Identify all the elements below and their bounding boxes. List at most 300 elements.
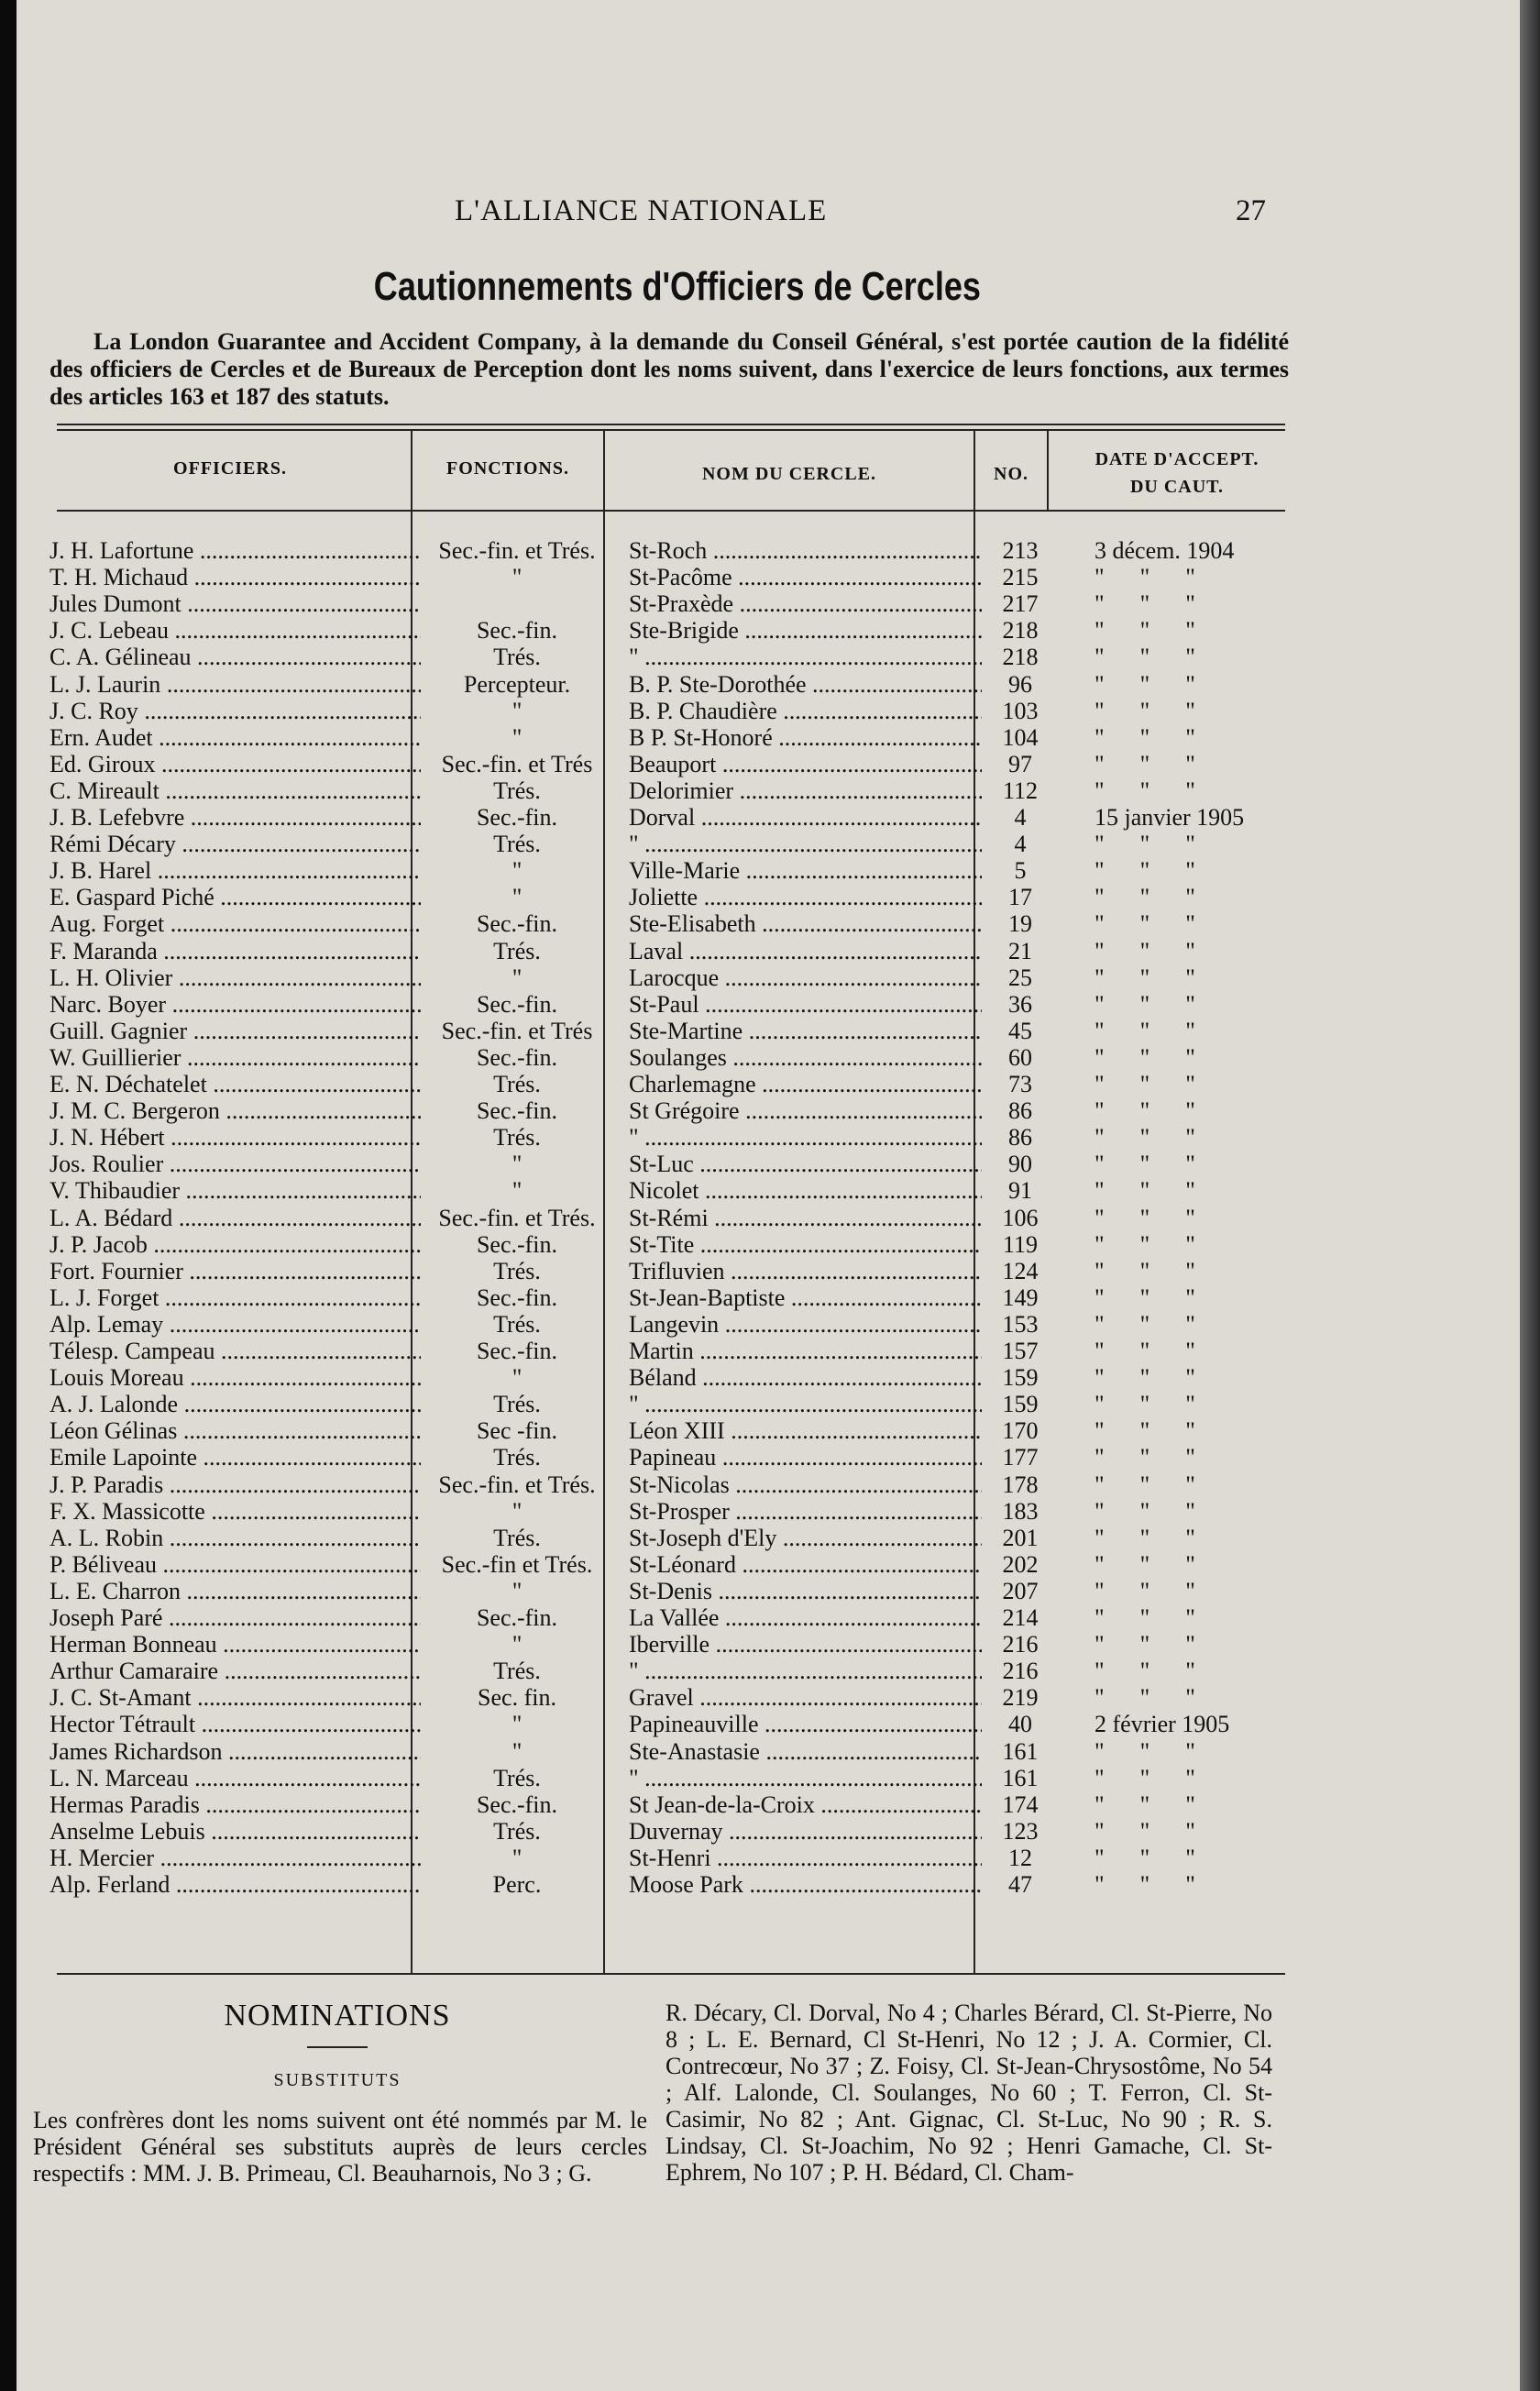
officer-cell: J. H. Lafortune ..... <box>50 537 421 564</box>
officer-cell: E. N. Déchatelet ..... <box>50 1071 421 1097</box>
function-cell: Sec.-fin. <box>476 1097 558 1125</box>
circle-number-cell: 178 <box>1002 1471 1039 1498</box>
officer-cell: Narc. Boyer ..... <box>50 991 421 1018</box>
circle-name-cell: Beauport ..... <box>629 751 982 777</box>
acceptance-date-cell: " " " <box>1094 1631 1195 1658</box>
circle-name-cell: Dorval ..... <box>629 804 982 831</box>
circle-number-cell: 103 <box>1002 697 1039 724</box>
function-cell: Percepteur. <box>463 670 571 698</box>
acceptance-date-cell: " " " <box>1094 990 1195 1018</box>
acceptance-date-cell: " " " <box>1094 1284 1195 1311</box>
table-row <box>16 1097 1300 1124</box>
circle-number-cell: 119 <box>1002 1230 1039 1258</box>
acceptance-date-cell: " " " <box>1094 777 1195 804</box>
function-cell: " <box>512 723 522 751</box>
circle-number-cell: 91 <box>1008 1177 1032 1205</box>
acceptance-date-cell: " " " <box>1094 617 1195 645</box>
acceptance-date-cell: " " " <box>1094 1338 1195 1364</box>
officer-cell: P. Béliveau ..... <box>50 1551 421 1578</box>
officer-cell: Arthur Camaraire ..... <box>50 1658 421 1684</box>
acceptance-date-cell: " " " <box>1094 1230 1195 1258</box>
circle-name-cell: Papineau ..... <box>629 1444 982 1471</box>
function-cell: Trés. <box>493 1524 541 1551</box>
circle-number-cell: 157 <box>1002 1338 1039 1364</box>
function-cell: Sec.-fin. <box>476 1790 558 1818</box>
officer-cell: Jos. Roulier ..... <box>50 1151 421 1177</box>
table-row <box>16 1791 1300 1818</box>
table-row <box>16 1284 1300 1311</box>
circle-number-cell: 207 <box>1002 1577 1039 1604</box>
officer-cell: L. J. Laurin ..... <box>50 671 421 698</box>
acceptance-date-cell: " " " <box>1094 723 1195 751</box>
officer-cell: L. E. Charron ..... <box>50 1578 421 1604</box>
table-row <box>16 564 1300 590</box>
officer-cell: W. Guillierier ..... <box>50 1044 421 1071</box>
header-fonctions: FONCTIONS. <box>446 458 569 479</box>
officer-cell: Anselme Lebuis ..... <box>50 1818 421 1845</box>
circle-number-cell: 170 <box>1002 1417 1039 1445</box>
circle-name-cell: St-Nicolas ..... <box>629 1471 982 1498</box>
table-row <box>16 1498 1300 1525</box>
table-row <box>16 1658 1300 1684</box>
circle-name-cell: Ville-Marie ..... <box>629 857 982 884</box>
table-row <box>16 1525 1300 1551</box>
acceptance-date-cell: " " " <box>1094 1577 1195 1604</box>
circle-number-cell: 112 <box>1002 777 1039 804</box>
table-top-rule <box>57 424 1285 425</box>
officer-cell: J. B. Harel ..... <box>50 857 421 884</box>
circle-name-cell: " ..... <box>629 644 982 670</box>
table-row <box>16 617 1300 644</box>
officer-cell: Louis Moreau ..... <box>50 1364 421 1391</box>
acceptance-date-cell: " " " <box>1094 697 1195 724</box>
section-dash <box>307 2046 368 2048</box>
circle-name-cell: Soulanges ..... <box>629 1044 982 1071</box>
acceptance-date-cell: " " " <box>1094 1471 1195 1498</box>
circle-name-cell: Ste-Elisabeth ..... <box>629 910 982 937</box>
officer-cell: James Richardson ..... <box>50 1738 421 1765</box>
function-cell: Sec.-fin. <box>476 1604 558 1631</box>
circle-number-cell: 153 <box>1002 1310 1039 1338</box>
nominations-title: NOMINATIONS <box>224 1999 451 2033</box>
function-cell: Sec.-fin. <box>476 617 558 645</box>
table-row <box>16 1471 1300 1498</box>
circle-name-cell: Ste-Martine ..... <box>629 1018 982 1044</box>
table-row <box>16 1231 1300 1258</box>
acceptance-date-cell: " " " <box>1094 1444 1195 1471</box>
circle-name-cell: " ..... <box>629 1124 982 1151</box>
table-row <box>16 964 1300 991</box>
circle-name-cell: Charlemagne ..... <box>629 1071 982 1097</box>
circle-number-cell: 97 <box>1008 750 1032 777</box>
function-cell: Sec.-fin. et Trés <box>441 1017 593 1044</box>
acceptance-date-cell: " " " <box>1094 1550 1195 1578</box>
acceptance-date-cell: 2 février 1905 <box>1094 1711 1230 1738</box>
function-cell: Sec.-fin et Trés. <box>441 1550 593 1578</box>
officer-cell: T. H. Michaud ..... <box>50 564 421 590</box>
acceptance-date-cell: " " " <box>1094 1257 1195 1284</box>
officer-cell: J. P. Paradis ..... <box>50 1471 421 1498</box>
acceptance-date-cell: " " " <box>1094 1391 1195 1418</box>
officer-cell: Alp. Lemay ..... <box>50 1311 421 1338</box>
officer-cell: Joseph Paré ..... <box>50 1604 421 1631</box>
function-cell: Sec.-fin. <box>476 1043 558 1071</box>
circle-number-cell: 73 <box>1008 1071 1032 1097</box>
officer-cell: Hector Tétrault ..... <box>50 1711 421 1737</box>
officer-cell: Télesp. Campeau ..... <box>50 1338 421 1364</box>
officer-cell: C. Mireault ..... <box>50 777 421 804</box>
circle-number-cell: 45 <box>1008 1017 1032 1044</box>
table-row <box>16 1711 1300 1737</box>
acceptance-date-cell: " " " <box>1094 1364 1195 1392</box>
table-row <box>16 1765 1300 1791</box>
table-row <box>16 751 1300 777</box>
circle-number-cell: 183 <box>1002 1497 1039 1525</box>
acceptance-date-cell: " " " <box>1094 1764 1195 1791</box>
function-cell: Trés. <box>493 1310 541 1338</box>
function-cell: Sec.-fin. <box>476 1338 558 1364</box>
table-row <box>16 857 1300 884</box>
circle-number-cell: 25 <box>1008 964 1032 991</box>
circle-number-cell: 124 <box>1002 1257 1039 1284</box>
function-cell: Trés. <box>493 1817 541 1845</box>
function-cell: Trés. <box>493 1124 541 1151</box>
circle-name-cell: St Grégoire ..... <box>629 1097 982 1124</box>
circle-number-cell: 161 <box>1002 1764 1039 1791</box>
function-cell: " <box>512 884 522 911</box>
acceptance-date-cell: 3 décem. 1904 <box>1094 537 1235 564</box>
acceptance-date-cell: " " " <box>1094 1817 1195 1845</box>
table-row <box>16 910 1300 937</box>
circle-name-cell: La Vallée ..... <box>629 1604 982 1631</box>
table-row <box>16 884 1300 910</box>
circle-name-cell: St-Denis ..... <box>629 1578 982 1604</box>
circle-name-cell: St-Prosper ..... <box>629 1498 982 1525</box>
circle-name-cell: St-Paul ..... <box>629 991 982 1018</box>
acceptance-date-cell: " " " <box>1094 1124 1195 1151</box>
officer-cell: Hermas Paradis ..... <box>50 1791 421 1818</box>
function-cell: Sec. fin. <box>478 1684 556 1712</box>
function-cell: " <box>512 1737 522 1765</box>
circle-name-cell: Ste-Anastasie ..... <box>629 1738 982 1765</box>
circle-name-cell: St-Rémi ..... <box>629 1205 982 1231</box>
function-cell: " <box>512 1577 522 1604</box>
page-title: Cautionnements d'Officiers de Cercles <box>373 264 981 309</box>
officer-cell: Fort. Fournier ..... <box>50 1258 421 1284</box>
acceptance-date-cell: " " " <box>1094 964 1195 991</box>
function-cell: Sec -fin. <box>476 1417 558 1445</box>
table-row <box>16 1444 1300 1471</box>
acceptance-date-cell: " " " <box>1094 1310 1195 1338</box>
officer-cell: F. X. Massicotte ..... <box>50 1498 421 1525</box>
circle-name-cell: Laval ..... <box>629 938 982 964</box>
nominations-subtitle: SUBSTITUTS <box>273 2070 402 2090</box>
circle-number-cell: 12 <box>1008 1844 1032 1871</box>
circle-number-cell: 159 <box>1002 1364 1039 1392</box>
acceptance-date-cell: " " " <box>1094 857 1195 885</box>
function-cell: Sec.-fin. <box>476 910 558 938</box>
function-cell: Trés. <box>493 1071 541 1097</box>
officer-cell: F. Maranda ..... <box>50 938 421 964</box>
circle-number-cell: 4 <box>1014 831 1027 858</box>
function-cell: " <box>512 1631 522 1658</box>
function-cell: Sec.-fin. <box>476 1230 558 1258</box>
table-row <box>16 1364 1300 1391</box>
circle-name-cell: " ..... <box>629 1765 982 1791</box>
circle-number-cell: 219 <box>1002 1684 1039 1712</box>
function-cell: " <box>512 857 522 885</box>
circle-number-cell: 218 <box>1002 617 1039 645</box>
running-title: L'ALLIANCE NATIONALE <box>455 194 828 227</box>
table-row <box>16 804 1300 831</box>
function-cell: Sec.-fin. et Trés. <box>438 1471 596 1498</box>
acceptance-date-cell: " " " <box>1094 1071 1195 1097</box>
table-row <box>16 777 1300 804</box>
table-row <box>16 1845 1300 1871</box>
circle-name-cell: St-Léonard ..... <box>629 1551 982 1578</box>
circle-number-cell: 161 <box>1002 1737 1039 1765</box>
page-edge-shadow <box>1520 0 1540 2391</box>
circle-number-cell: 47 <box>1008 1871 1032 1898</box>
page-number: 27 <box>1236 194 1266 227</box>
circle-number-cell: 86 <box>1008 1097 1032 1125</box>
function-cell: Sec.-fin. et Trés <box>441 750 593 777</box>
officer-cell: J. C. St-Amant ..... <box>50 1684 421 1711</box>
circle-name-cell: Béland ..... <box>629 1364 982 1391</box>
circle-number-cell: 216 <box>1002 1658 1039 1685</box>
function-cell: " <box>512 1364 522 1392</box>
circle-name-cell: St-Joseph d'Ely ..... <box>629 1525 982 1551</box>
acceptance-date-cell: " " " <box>1094 937 1195 964</box>
header-cercle: NOM DU CERCLE. <box>701 464 877 484</box>
acceptance-date-cell: " " " <box>1094 1204 1195 1231</box>
table-row <box>16 1338 1300 1364</box>
function-cell: Trés. <box>493 1257 541 1284</box>
circle-number-cell: 17 <box>1008 884 1032 911</box>
circle-number-cell: 177 <box>1002 1444 1039 1471</box>
table-row <box>16 991 1300 1018</box>
circle-number-cell: 201 <box>1002 1524 1039 1551</box>
function-cell: Trés. <box>493 644 541 671</box>
circle-name-cell: St-Praxède ..... <box>629 590 982 617</box>
table-row <box>16 1738 1300 1765</box>
acceptance-date-cell: " " " <box>1094 884 1195 911</box>
function-cell: Trés. <box>493 1444 541 1471</box>
circle-number-cell: 216 <box>1002 1631 1039 1658</box>
circle-number-cell: 90 <box>1008 1151 1032 1178</box>
officer-cell: Herman Bonneau ..... <box>50 1631 421 1658</box>
officer-cell: E. Gaspard Piché ..... <box>50 884 421 910</box>
circle-name-cell: St-Roch ..... <box>629 537 982 564</box>
table-row <box>16 1417 1300 1444</box>
circle-number-cell: 40 <box>1008 1711 1032 1738</box>
function-cell: Trés. <box>493 937 541 964</box>
intro-paragraph: La London Guarantee and Accident Company, à la demande du Conseil Général, s'est portée caution de la fidélité des officiers de Cercles et de Bureaux de Perception dont les noms suivent, dans l'exercice de leurs fonctions, aux termes des articles 163 et 187 des statuts. <box>50 328 1289 410</box>
officer-cell: J. P. Jacob ..... <box>50 1231 421 1258</box>
table-row <box>16 1551 1300 1578</box>
officer-cell: J. N. Hébert ..... <box>50 1124 421 1151</box>
function-cell: Sec.-fin. <box>476 1284 558 1311</box>
function-cell: Trés. <box>493 831 541 858</box>
header-date <box>1049 446 1305 501</box>
officer-cell: C. A. Gélineau ..... <box>50 644 421 670</box>
acceptance-date-cell: " " " <box>1094 910 1195 938</box>
circle-name-cell: Joliette ..... <box>629 884 982 910</box>
function-cell: Trés. <box>493 1764 541 1791</box>
table-row <box>16 590 1300 617</box>
acceptance-date-cell: " " " <box>1094 1871 1195 1898</box>
circle-number-cell: 217 <box>1002 590 1039 618</box>
officer-cell: Rémi Décary ..... <box>50 831 421 857</box>
officer-cell: Alp. Ferland ..... <box>50 1871 421 1898</box>
table-row <box>16 698 1300 724</box>
officer-cell: J. C. Lebeau ..... <box>50 617 421 644</box>
circle-name-cell: " ..... <box>629 831 982 857</box>
circle-name-cell: Moose Park ..... <box>629 1871 982 1898</box>
acceptance-date-cell: " " " <box>1094 1177 1195 1205</box>
function-cell: " <box>512 964 522 991</box>
circle-name-cell: St-Tite ..... <box>629 1231 982 1258</box>
acceptance-date-cell: 15 janvier 1905 <box>1094 804 1245 831</box>
circle-name-cell: B. P. Chaudière ..... <box>629 698 982 724</box>
circle-number-cell: 96 <box>1008 670 1032 698</box>
table-row <box>16 1684 1300 1711</box>
circle-name-cell: St-Luc ..... <box>629 1151 982 1177</box>
acceptance-date-cell: " " " <box>1094 1737 1195 1765</box>
circle-name-cell: Nicolet ..... <box>629 1177 982 1204</box>
table-bottom-rule <box>57 1973 1285 1975</box>
acceptance-date-cell: " " " <box>1094 670 1195 698</box>
circle-name-cell: " ..... <box>629 1391 982 1417</box>
table-row <box>16 1044 1300 1071</box>
circle-number-cell: 215 <box>1002 564 1039 591</box>
page <box>16 0 1520 2391</box>
circle-name-cell: Delorimier ..... <box>629 777 982 804</box>
officer-cell: A. L. Robin ..... <box>50 1525 421 1551</box>
table-row <box>16 1818 1300 1845</box>
table-row <box>16 537 1300 564</box>
table-row <box>16 1578 1300 1604</box>
acceptance-date-cell: " " " <box>1094 1524 1195 1551</box>
acceptance-date-cell: " " " <box>1094 644 1195 671</box>
acceptance-date-cell: " " " <box>1094 1604 1195 1631</box>
circle-number-cell: 5 <box>1014 857 1027 885</box>
circle-name-cell: B. P. Ste-Dorothée ..... <box>629 671 982 698</box>
header-date-line1: DATE D'ACCEPT. <box>1094 449 1260 469</box>
officer-cell: J. B. Lefebvre ..... <box>50 804 421 831</box>
acceptance-date-cell: " " " <box>1094 1417 1195 1445</box>
function-cell: Sec.-fin. <box>476 804 558 831</box>
circle-number-cell: 36 <box>1008 990 1032 1018</box>
table-row <box>16 644 1300 670</box>
officer-cell: Aug. Forget ..... <box>50 910 421 937</box>
circle-name-cell: St Jean-de-la-Croix ..... <box>629 1791 982 1818</box>
circle-name-cell: Gravel ..... <box>629 1684 982 1711</box>
circle-number-cell: 4 <box>1014 804 1027 831</box>
officer-cell: J. C. Roy ..... <box>50 698 421 724</box>
circle-name-cell: Papineauville ..... <box>629 1711 982 1737</box>
officer-cell: V. Thibaudier ..... <box>50 1177 421 1204</box>
table-top-rule-double <box>57 429 1285 431</box>
circle-number-cell: 214 <box>1002 1604 1039 1631</box>
table-row <box>16 724 1300 751</box>
acceptance-date-cell: " " " <box>1094 1151 1195 1178</box>
circle-number-cell: 218 <box>1002 644 1039 671</box>
function-cell: " <box>512 1497 522 1525</box>
circle-number-cell: 21 <box>1008 937 1032 964</box>
acceptance-date-cell: " " " <box>1094 1017 1195 1044</box>
circle-name-cell: " ..... <box>629 1658 982 1684</box>
acceptance-date-cell: " " " <box>1094 1844 1195 1871</box>
circle-name-cell: Martin ..... <box>629 1338 982 1364</box>
nominations-right-column: R. Décary, Cl. Dorval, No 4 ; Charles Bérard, Cl. St-Pierre, No 8 ; L. E. Bernard, Cl St-Henri, No 12 ; J. A. Cormier, Cl. Contrecœur, No 37 ; Z. Foisy, Cl. St-Jean-Chrysostôme, No 54 ; Alf. Lalonde, Cl. Soulanges, No 60 ; T. Ferron, Cl. St-Casimir, No 82 ; Ant. Gignac, Cl. St-Luc, No 90 ; R. S. Lindsay, Cl. St-Joachim, No 92 ; Henri Gamache, Cl. St-Ephrem, No 107 ; P. H. Bédard, Cl. Cham- <box>666 2000 1272 2186</box>
function-cell: Sec.-fin. <box>476 990 558 1018</box>
acceptance-date-cell: " " " <box>1094 1658 1195 1685</box>
circle-number-cell: 149 <box>1002 1284 1039 1311</box>
circle-number-cell: 213 <box>1002 537 1039 564</box>
circle-number-cell: 106 <box>1002 1204 1039 1231</box>
circle-name-cell: St-Henri ..... <box>629 1845 982 1871</box>
acceptance-date-cell: " " " <box>1094 831 1195 858</box>
table-header-rule <box>57 510 1285 512</box>
header-officiers: OFFICIERS. <box>173 458 287 479</box>
circle-name-cell: Ste-Brigide ..... <box>629 617 982 644</box>
table-row <box>16 1311 1300 1338</box>
function-cell: " <box>512 564 522 591</box>
table-row <box>16 1205 1300 1231</box>
header-no: NO. <box>994 464 1028 484</box>
table-row <box>16 1871 1300 1898</box>
officer-cell: Emile Lapointe ..... <box>50 1444 421 1471</box>
circle-name-cell: Trifluvien ..... <box>629 1258 982 1284</box>
acceptance-date-cell: " " " <box>1094 590 1195 618</box>
function-cell: Sec.-fin. et Trés. <box>438 537 596 564</box>
officer-cell: L. H. Olivier ..... <box>50 964 421 991</box>
circle-number-cell: 86 <box>1008 1124 1032 1151</box>
circle-number-cell: 60 <box>1008 1043 1032 1071</box>
officer-cell: Jules Dumont ..... <box>50 590 421 617</box>
table-row <box>16 1124 1300 1151</box>
table-row <box>16 1604 1300 1631</box>
circle-number-cell: 123 <box>1002 1817 1039 1845</box>
officer-cell: L. A. Bédard ..... <box>50 1205 421 1231</box>
table-row <box>16 671 1300 698</box>
function-cell: " <box>512 697 522 724</box>
table-row <box>16 831 1300 857</box>
acceptance-date-cell: " " " <box>1094 1043 1195 1071</box>
officer-cell: Ed. Giroux ..... <box>50 751 421 777</box>
function-cell: Perc. <box>492 1871 542 1898</box>
function-cell: Sec.-fin. et Trés. <box>438 1204 596 1231</box>
circle-name-cell: Larocque ..... <box>629 964 982 991</box>
acceptance-date-cell: " " " <box>1094 1497 1195 1525</box>
circle-name-cell: Iberville ..... <box>629 1631 982 1658</box>
function-cell: Trés. <box>493 777 541 804</box>
function-cell: " <box>512 1844 522 1871</box>
circle-number-cell: 19 <box>1008 910 1032 938</box>
circle-name-cell: Duvernay ..... <box>629 1818 982 1845</box>
header-date-line2: DU CAUT. <box>1129 477 1225 497</box>
officer-cell: A. J. Lalonde ..... <box>50 1391 421 1417</box>
circle-number-cell: 159 <box>1002 1391 1039 1418</box>
function-cell: " <box>512 1151 522 1178</box>
officer-cell: Ern. Audet ..... <box>50 724 421 751</box>
function-cell: " <box>512 1711 522 1738</box>
circle-name-cell: Langevin ..... <box>629 1311 982 1338</box>
officer-cell: J. M. C. Bergeron ..... <box>50 1097 421 1124</box>
circle-name-cell: Léon XIII ..... <box>629 1417 982 1444</box>
circle-name-cell: St-Pacôme ..... <box>629 564 982 590</box>
